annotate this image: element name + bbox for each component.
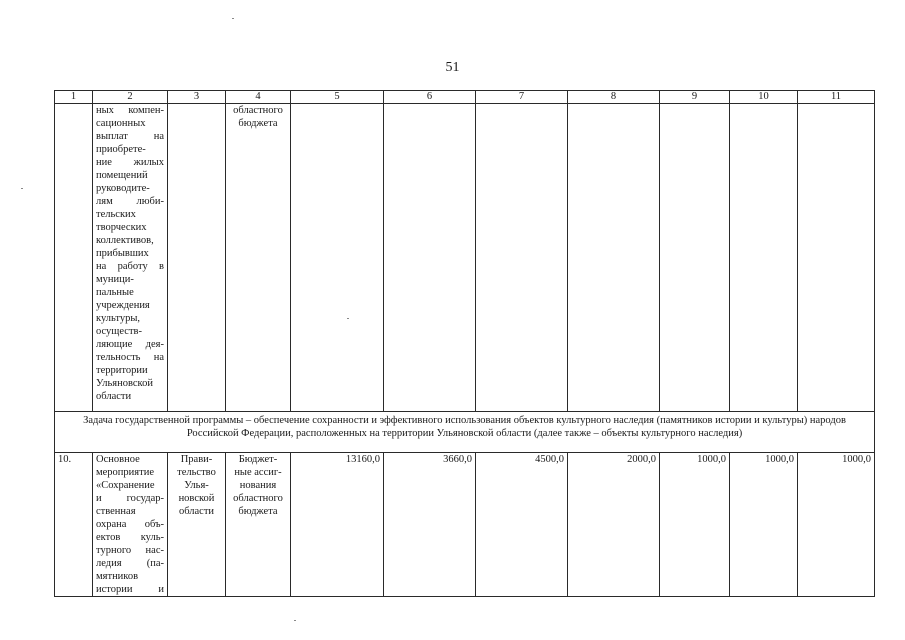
program-table [54,90,875,597]
scan-speck [347,318,349,319]
scan-speck [21,188,23,189]
column-number: 6 [384,91,476,104]
executor-cell [168,104,226,412]
column-number: 3 [168,91,226,104]
amount-cell: 1000,0 [798,453,875,597]
column-number-row [55,91,875,104]
column-number: 5 [291,91,384,104]
amount-cell: 1000,0 [730,453,798,597]
amount-total-cell: 13160,0 [291,453,384,597]
row-number-cell: 10. [55,453,93,597]
funding-source-cell: областного бюджета [226,104,291,412]
table-row [55,104,875,412]
amount-cell [730,104,798,412]
executor-cell: Прави- тельство Улья- новской области [168,453,226,597]
column-number: 2 [93,91,168,104]
table-row [55,453,875,597]
column-number: 8 [568,91,660,104]
task-row [55,412,875,453]
column-number: 10 [730,91,798,104]
measure-name-cell: Основное мероприятие «Сохранение и государ- ственная охрана объ- ектов куль- турного нас- ледия (па- мятников истории и [93,453,168,597]
column-number: 11 [798,91,875,104]
amount-cell [660,104,730,412]
task-description: Задача государственной программы – обеспечение сохранности и эффективного использования объектов культурного наследия (памятников истории и культуры) народов Российской Федерации, расположенных на территории Ульяновской области (далее также – объекты культурного наследия) [55,412,875,453]
measure-name-cell: ных компен- сационных выплат на приобрете- ние жилых помещений руководите- лям люби- тельских творческих коллективов, прибывших на работу в муници- пальные учреждения культуры, осуществ- ляющие дея- тельность на территории Ульяновской области [93,104,168,412]
amount-cell: 4500,0 [476,453,568,597]
row-number-cell [55,104,93,412]
column-number: 1 [55,91,93,104]
amount-cell: 1000,0 [660,453,730,597]
amount-cell: 3660,0 [384,453,476,597]
scan-speck [294,620,296,621]
amount-cell [291,104,384,412]
funding-source-cell: Бюджет- ные ассиг- нования областного бюджета [226,453,291,597]
column-number: 4 [226,91,291,104]
amount-cell [798,104,875,412]
scan-speck [232,18,234,19]
amount-cell [476,104,568,412]
column-number: 9 [660,91,730,104]
amount-cell [568,104,660,412]
amount-cell [384,104,476,412]
amount-cell: 2000,0 [568,453,660,597]
column-number: 7 [476,91,568,104]
page-number: 51 [445,60,460,75]
